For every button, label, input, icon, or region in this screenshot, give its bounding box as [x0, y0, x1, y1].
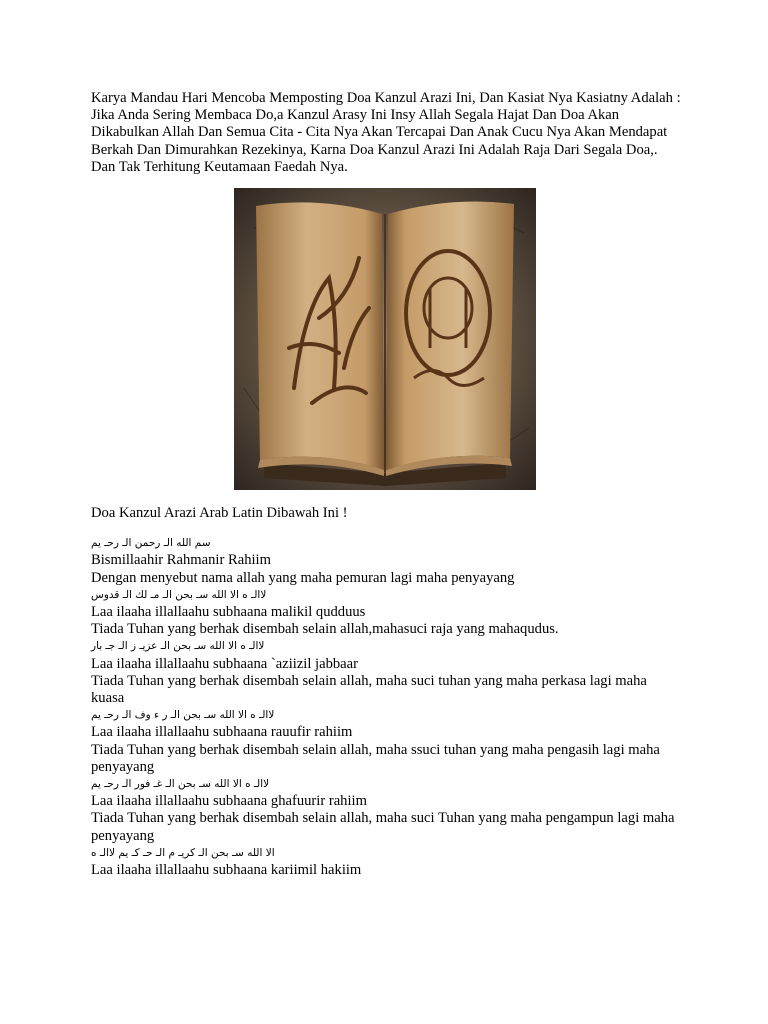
arabic-line: لاالـ ه الا الله سـ بحن الـ غـ فور الـ رحـ يم [91, 778, 270, 791]
latin-line: Laa ilaaha illallaahu subhaana `aziizil jabbaar [91, 655, 358, 672]
prayer-list [91, 535, 681, 879]
arabic-line: لاالـ ه الا الله سـ بحن الـ عزيـ ز الـ جـ بار [91, 640, 265, 653]
arabic-line: الا الله سـ بحن الـ كريـ م الـ حـ كـ يم لاالـ ه [91, 846, 275, 859]
meaning-line: Tiada Tuhan yang berhak disembah selain allah, maha suci Tuhan yang maha pengampun lagi maha penyayang [91, 810, 675, 844]
intro-paragraph: Karya Mandau Hari Mencoba Memposting Doa Kanzul Arazi Ini, Dan Kasiat Nya Kasiatny Adalah : Jika Anda Sering Membaca Do,a Kanzul Arasy Ini Insy Allah Segala Hajat Dan Doa Akan Dikabulkan Allah Dan Semua Cita - Cita Nya Akan Tercapai Dan Anak Cucu Nya Akan Mendapat Berkah Dan Dimurahkan Rezekinya, Karna Doa Kanzul Arazi Ini Adalah Raja Dari Segala Doa,. Dan Tak Terhitung Keutamaan Faedah Nya. [91, 90, 681, 175]
book-image [234, 188, 536, 490]
meaning-line: Tiada Tuhan yang berhak disembah selain allah,mahasuci raja yang mahaqudus. [91, 621, 559, 638]
arabic-line: لاالـ ه الا الله سـ بحن الـ ر ء وف الـ رحـ يم [91, 709, 275, 722]
latin-line: Laa ilaaha illallaahu subhaana kariimil hakiim [91, 862, 362, 879]
latin-line: Laa ilaaha illallaahu subhaana rauufir rahiim [91, 724, 353, 741]
section-heading: Doa Kanzul Arazi Arab Latin Dibawah Ini ! [91, 505, 348, 522]
meaning-line: Tiada Tuhan yang berhak disembah selain allah, maha ssuci tuhan yang maha pengasih lagi maha penyayang [91, 741, 660, 775]
latin-line: Laa ilaaha illallaahu subhaana malikil qudduus [91, 604, 366, 621]
latin-line: Laa ilaaha illallaahu subhaana ghafuurir rahiim [91, 793, 367, 810]
latin-line: Bismillaahir Rahmanir Rahiim [91, 552, 271, 569]
open-book-illustration [234, 188, 536, 490]
meaning-line: Dengan menyebut nama allah yang maha pemuran lagi maha penyayang [91, 569, 515, 586]
meaning-line: Tiada Tuhan yang berhak disembah selain allah, maha suci tuhan yang maha perkasa lagi maha kuasa [91, 672, 647, 707]
arabic-line: لاالـ ه الا الله سـ بحن الـ مـ لك الـ قدوس [91, 588, 267, 601]
document-page [91, 90, 681, 879]
arabic-line: سم الله الـ رحمن الـ رحـ يم [91, 537, 211, 550]
